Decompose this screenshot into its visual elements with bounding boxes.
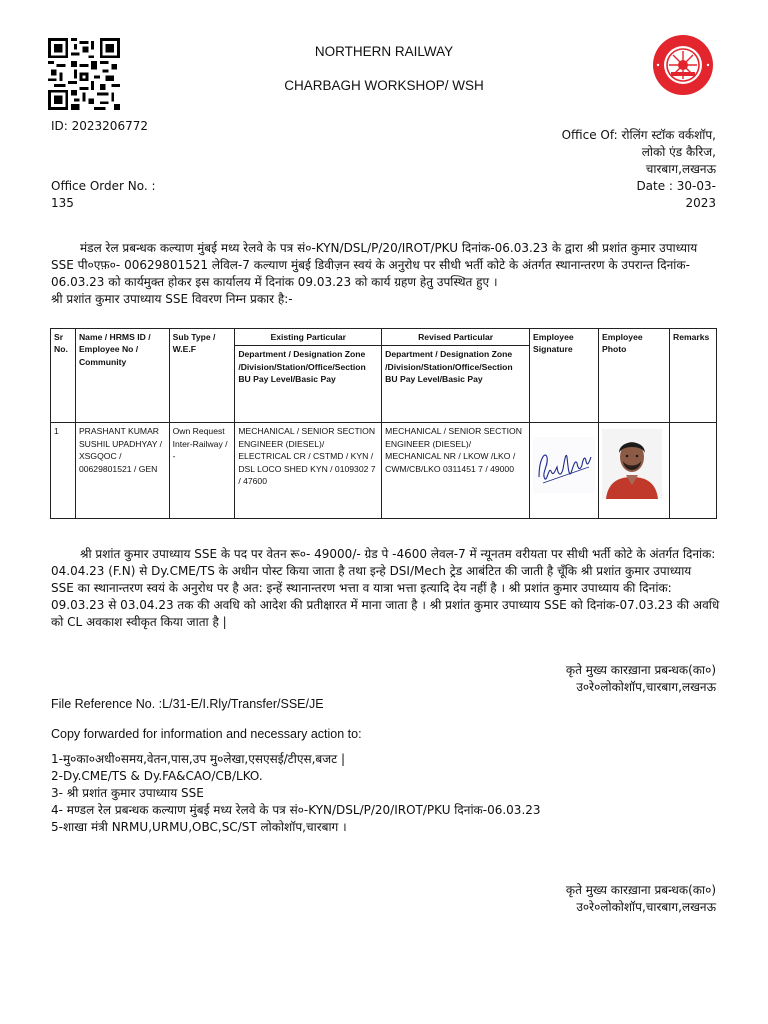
- office-of-line3: चारबाग,लखनऊ: [645, 162, 716, 176]
- signature-icon: [533, 437, 595, 493]
- intro-line-1: मंडल रेल प्रबन्धक कल्याण मुंबई मध्य रेलवे के पत्र सं०-KYN/DSL/P/20/IROT/PKU दिनांक-06.03.23 के द्वारा श्री प्रशांत कुमार उपाध्याय: [80, 241, 698, 255]
- signoff-1-line-2: उ०रे०लोकोशॉप,चारबाग,लखनऊ: [576, 680, 716, 694]
- existing-subheader: Department / Designation Zone /Division/Station/Office/Section BU Pay Level/Basic Pay: [235, 346, 382, 423]
- revised-subheader: Department / Designation Zone /Division/Station/Office/Section BU Pay Level/Basic Pay: [382, 346, 530, 423]
- body-line-5: को CL अवकाश स्वीकृत किया जाता है |: [51, 615, 227, 629]
- unit-title: CHARBAGH WORKSHOP/ WSH: [284, 78, 484, 93]
- copy-heading: Copy forwarded for information and necessary action to:: [51, 727, 362, 741]
- employee-photo-icon: [602, 429, 662, 499]
- cell-signature: [530, 423, 599, 519]
- cell-revised: MECHANICAL / SENIOR SECTION ENGINEER (DIESEL)/ MECHANICAL NR / LKOW /LKO / CWM/CB/LKO 0311451 7 / 49000: [382, 423, 530, 519]
- header-photo: Employee Photo: [599, 329, 670, 423]
- body-line-1: श्री प्रशांत कुमार उपाध्याय SSE के पद पर वेतन रू०- 49000/- ग्रेड पे -4600 लेवल-7 में न्यूनतम वरीयता पर सीधी भर्ती कोटे के अंतर्गत दिनांक:: [80, 547, 716, 561]
- signoff-2-line-2: उ०रे०लोकोशॉप,चारबाग,लखनऊ: [576, 900, 716, 914]
- body-line-4: 09.03.23 से 03.04.23 तक की अवधि को आदेश की प्रतीक्षारत में माना जाता है । श्री प्रशांत कुमार उपाध्याय SSE को दिनांक-07.03.23 की अवधि: [51, 598, 720, 612]
- copy-item-4: 4- मण्डल रेल प्रबन्धक कल्याण मुंबई मध्य रेलवे के पत्र सं०-KYN/DSL/P/20/IROT/PKU दिनांक-06.03.23: [51, 803, 541, 817]
- signoff-2-line-1: कृते मुख्य कारख़ाना प्रबन्धक(का०): [565, 883, 716, 897]
- cell-remarks: [669, 423, 716, 519]
- document-id: ID: 2023206772: [51, 119, 148, 133]
- copy-item-1: 1-मु०का०अधी०समय,वेतन,पास,उप मु०लेखा,एसएसई/टीएस,बजट |: [51, 752, 346, 766]
- intro-line-3: 06.03.23 को कार्यमुक्त होकर इस कार्यालय में दिनांक 09.03.23 को कार्य ग्रहण हेतु उपस्थित हुए ।: [51, 275, 498, 289]
- header-remarks: Remarks: [669, 329, 716, 423]
- copy-item-5: 5-शाखा मंत्री NRMU,URMU,OBC,SC/ST लोकोशॉप,चारबाग ।: [51, 820, 347, 834]
- table-row: [51, 423, 717, 519]
- table-header-row: [51, 329, 717, 346]
- cell-name: PRASHANT KUMAR SUSHIL UPADHYAY / XSGQOC / 00629801521 / GEN: [75, 423, 169, 519]
- office-of: Office Of: रोलिंग स्टॉक वर्कशॉप,: [561, 128, 716, 142]
- copy-item-2: 2-Dy.CME/TS & Dy.FA&CAO/CB/LKO.: [51, 769, 263, 783]
- copy-item-3: 3- श्री प्रशांत कुमार उपाध्याय SSE: [51, 786, 204, 800]
- header-signature: Employee Signature: [530, 329, 599, 423]
- body-line-3: SSE का स्थानान्तरण स्वयं के अनुरोध पर है अत: इन्हें स्थानान्तरण भत्ता व यात्रा भत्ता इत्यादि देय नहीं है । श्री प्रशांत कुमार उपाध्याय की दिनांक:: [51, 581, 672, 595]
- header-sub-type: Sub Type / W.E.F: [169, 329, 235, 423]
- header-revised: Revised Particular: [382, 329, 530, 346]
- intro-line-4: श्री प्रशांत कुमार उपाध्याय SSE विवरण निम्न प्रकार है:-: [51, 292, 293, 306]
- cell-existing: MECHANICAL / SENIOR SECTION ENGINEER (DIESEL)/ ELECTRICAL CR / CSTMD / KYN / DSL LOCO SHED KYN / 0109302 7 / 47600: [235, 423, 382, 519]
- header-sr-no: Sr No.: [51, 329, 76, 423]
- date-year: 2023: [685, 196, 716, 210]
- transfer-details-table: [50, 328, 717, 519]
- office-of-line2: लोको एंड कैरिज,: [641, 145, 716, 159]
- intro-line-2: SSE पी०एफ़०- 00629801521 लेविल-7 कल्याण मुंबई डिवीज़न स्वयं के अनुरोध पर सीधी भर्ती कोटे के अंतर्गत स्थानान्तरण के उपरान्त दिनांक-: [51, 258, 690, 272]
- file-reference: File Reference No. :L/31-E/I.Rly/Transfer/SSE/JE: [51, 697, 324, 711]
- cell-sr: 1: [51, 423, 76, 519]
- signoff-1-line-1: कृते मुख्य कारख़ाना प्रबन्धक(का०): [565, 663, 716, 677]
- indian-railways-logo-icon: [652, 34, 714, 96]
- office-order-number: 135: [51, 196, 74, 210]
- office-order-label: Office Order No. :: [51, 179, 156, 193]
- header-name: Name / HRMS ID / Employee No / Community: [75, 329, 169, 423]
- header-existing: Existing Particular: [235, 329, 382, 346]
- org-title: NORTHERN RAILWAY: [314, 44, 454, 59]
- body-line-2: 04.04.23 (F.N) से Dy.CME/TS के अधीन पोस्ट किया जाता है तथा इन्हे DSI/Mech ट्रेड आबंटित की जाती है चूँकि श्री प्रशांत कुमार उपाध्याय: [51, 564, 692, 578]
- cell-photo: [599, 423, 670, 519]
- date-label: Date : 30-03-: [636, 179, 716, 193]
- cell-sub-type: Own Request Inter-Railway / -: [169, 423, 235, 519]
